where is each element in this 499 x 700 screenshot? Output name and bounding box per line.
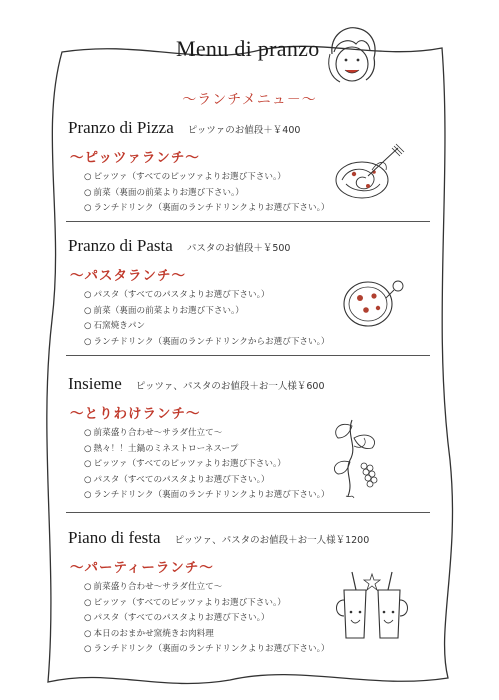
section-price: ピッツァのお値段＋￥400 [187,125,301,136]
list-item: ○ パスタ（すべてのパスタよりお選び下さい。） [84,473,448,489]
section-subtitle: ～パーティーランチ～ [70,560,214,576]
list-item: ○ ランチドリンク（裏面のランチドリンクよりお選び下さい。） [84,201,448,217]
list-item: ○ ピッツァ（すべてのピッツァよりお選び下さい。） [84,457,448,473]
section-price: ピッツァ、パスタのお値段＋お一人様￥1200 [174,535,370,546]
list-item: ○ 前菜盛り合わせ～サラダ仕立て～ [84,580,448,596]
section-price: パスタのお値段＋￥500 [186,243,291,254]
pizza-icon [338,272,410,332]
divider [66,355,430,356]
section-insieme [68,374,448,504]
list-item: ○ ピッツァ（すべてのピッツァよりお選び下さい。） [84,170,448,186]
section-title: Piano di festa [68,528,161,547]
section-title: Insieme [68,374,122,393]
cheers-cups-icon [330,566,414,648]
list-item: ○ 熱々！！土鍋のミネストローネスープ [84,442,448,458]
pasta-fork-icon [328,140,408,204]
section-title: Pranzo di Pasta [68,236,173,255]
menu-subtitle: ～ランチメニュ－～ [182,92,317,108]
section-subtitle: ～ピッツァランチ～ [70,150,200,166]
list-item: ○ 前菜（裏面の前菜よりお選び下さい。） [84,186,448,202]
list-item: ○ ランチドリンク（裏面のランチドリンクよりお選び下さい。） [84,642,448,658]
list-item: ○ 石窯焼きパン [84,319,448,335]
menu-title: Menu di pranzo [176,36,320,61]
list-item: ○ 前菜（裏面の前菜よりお選び下さい。） [84,304,448,320]
section-title: Pranzo di Pizza [68,118,174,137]
list-item: ○ ピッツァ（すべてのピッツァよりお選び下さい。） [84,596,448,612]
section-subtitle: ～パスタランチ～ [70,268,186,284]
list-item: ○ ランチドリンク（裏面のランチドリンクからお選び下さい。） [84,335,448,351]
list-item: ○ パスタ（すべてのパスタよりお選び下さい。） [84,288,448,304]
list-item: ○ 本日のおまかせ窯焼きお肉料理 [84,627,448,643]
grape-vine-icon [328,416,390,502]
divider [66,512,430,513]
list-item: ○ 前菜盛り合わせ～サラダ仕立て～ [84,426,448,442]
divider [66,221,430,222]
list-item: ○ パスタ（すべてのパスタよりお選び下さい。） [84,611,448,627]
section-subtitle: ～とりわけランチ～ [70,406,201,422]
list-item: ○ ランチドリンク（裏面のランチドリンクよりお選び下さい。） [84,488,448,504]
girl-face-icon [322,24,384,88]
section-price: ピッツァ、パスタのお値段＋お一人様￥600 [135,381,325,392]
